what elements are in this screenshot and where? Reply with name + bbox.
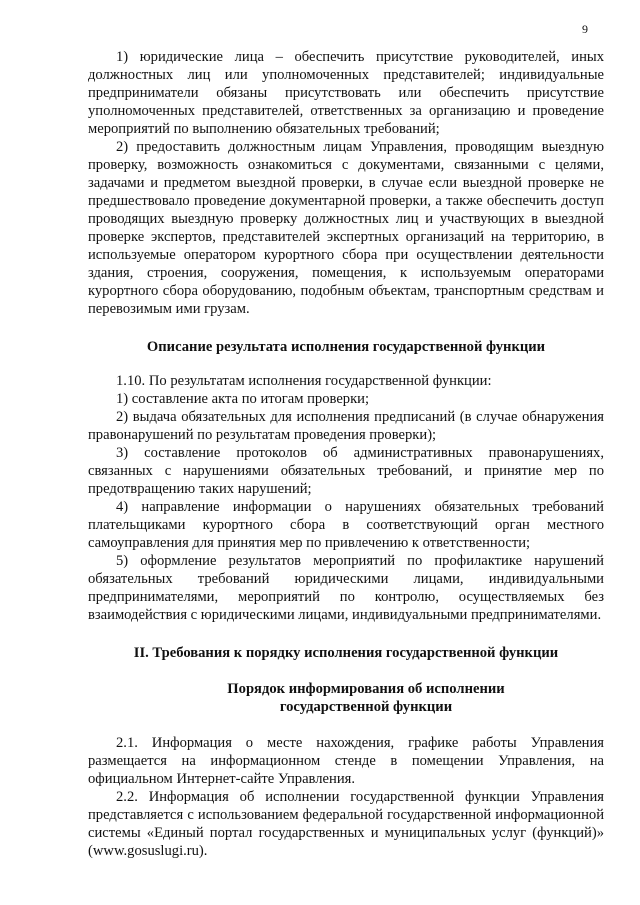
results-item-3: 3) составление протоколов об административных правонарушениях, связанных с нарушениями обязательных требований, и принятие мер по предотвращению таких нарушений; [88, 445, 604, 497]
info-heading [88, 680, 604, 716]
heading-results: Описание результата исполнения государственной функции [146, 339, 546, 355]
results-item-1: 1) составление акта по итогам проверки; [116, 391, 370, 407]
results-intro: 1.10. По результатам исполнения государственной функции: [116, 373, 492, 389]
results-item-4: 4) направление информации о нарушениях обязательных требований плательщиками курортного сбора в соответствующий орган местного самоуправления для принятия мер по привлечению к ответственности; [88, 499, 604, 551]
paragraph-item-1: 1) юридические лица – обеспечить присутствие руководителей, иных должностных лиц или уполномоченных представителей; индивидуальные предприниматели обязаны присутствовать или обеспечить присутствие уполномоченных представителей, ответственных за организацию и проведение мероприятий по выполнению обязательных требований; [88, 49, 604, 137]
document-body [88, 48, 604, 860]
info-paragraph-2-1: 2.1. Информация о месте нахождения, графике работы Управления размещается на информационном стенде в помещении Управления, на официальном Интернет-сайте Управления. [88, 735, 604, 787]
paragraph-item-2: 2) предоставить должностным лицам Управления, проводящим выездную проверку, возможность ознакомиться с документами, связанными с целями, задачами и предметом выездной проверки, в случае если выездной проверке не предшествовало проведение документарной проверки, а также обеспечить доступ проводящих выездную проверку должностных лиц и участвующих в выездной проверке экспертов, представителей экспертных организаций на территорию, в используемые оператором курортного сбора при осуществлении деятельности здания, строения, сооружения, помещения, к используемым операторами курортного сбора оборудованию, подобным объектам, транспортным средствам и перевозимым ими грузам. [88, 139, 604, 317]
info-paragraph-2-2: 2.2. Информация об исполнении государственной функции Управления представляется с использованием федеральной государственной информационной системы «Единый портал государственных и муниципальных услуг (функций)» (www.gosuslugi.ru). [88, 789, 604, 859]
page-number: 9 [582, 22, 588, 36]
info-heading-line-1: Порядок информирования об исполнении [227, 681, 505, 697]
results-item-2: 2) выдача обязательных для исполнения предписаний (в случае обнаружения правонарушений по результатам проведения проверки); [88, 409, 604, 443]
results-item-5: 5) оформление результатов мероприятий по профилактике нарушений обязательных требований юридическими лицами, индивидуальными предпринимателями, мероприятий по контролю, осуществляемых без взаимодействия с юридическими лицами, индивидуальными предпринимателями. [88, 553, 604, 623]
info-heading-line-2: государственной функции [279, 699, 453, 715]
section-2-heading: II. Требования к порядку исполнения государственной функции [133, 645, 559, 661]
